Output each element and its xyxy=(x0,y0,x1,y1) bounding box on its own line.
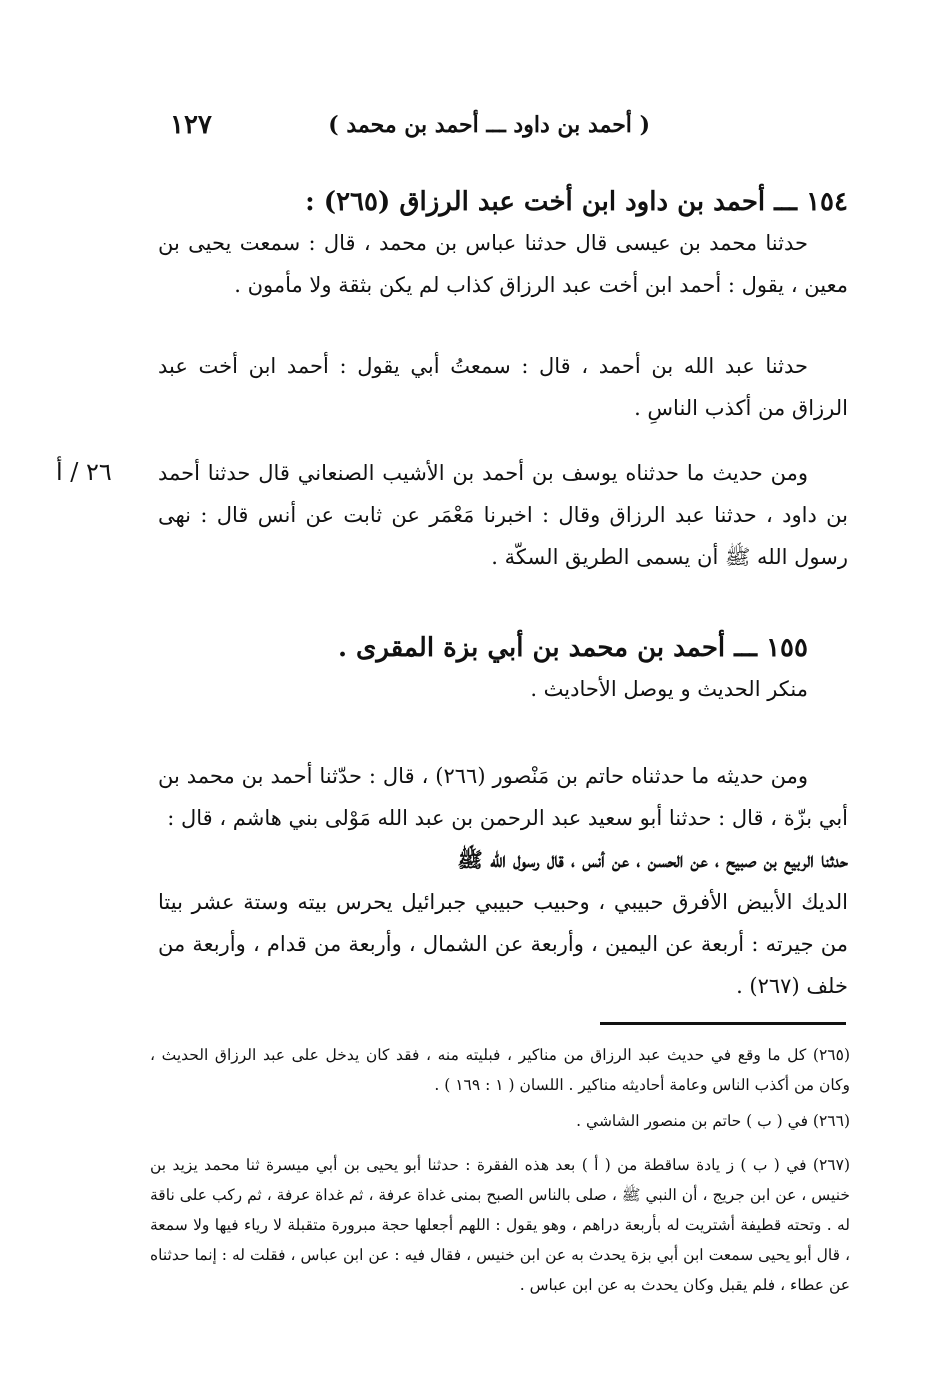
entry-heading: ١٥٥ ـــ أحمد بن محمد بن أبي بزة المقرى . xyxy=(337,633,808,663)
entry-paragraph: ومن حديث ما حدثناه يوسف بن أحمد بن الأشيب الصنعاني قال حدثنا أحمد بن داود ، حدثنا عبد الرزاق وقال : اخبرنا مَعْمَر عن ثابت عن أنس قال : نهى رسول الله ﷺ أن يسمى الطريق السكّة . xyxy=(158,461,848,569)
entry-paragraph: حدثنا عبد الله بن أحمد ، قال : سمعتُ أبي يقول : أحمد ابن أخت عبد الرزاق من أكذب الناسِ . xyxy=(158,354,848,420)
footnote-266: (٢٦٦) في ( ب ) حاتم بن منصور الشاشي . xyxy=(576,1112,850,1130)
entry-155 xyxy=(158,628,848,710)
entry-paragraph: ومن حديثه ما حدثناه حاتم بن مَنْصور (٢٦٦) ، قال : حدّثنا أحمد بن محمد بن أبي بزّة ، قال : حدثنا أبو سعيد عبد الرحمن بن عبد الله مَوْلى بني هاشم ، قال : xyxy=(158,764,848,830)
footnote-267: (٢٦٧) في ( ب ) ز يادة ساقطة من ( أ ) بعد هذه الفقرة : حدثنا أبو يحيى بن أبي ميسرة ثنا محمد يزيد بن خنيس ، عن ابن جريج ، أن النبي ﷺ ، صلى بالناس الصبح بمنى غداة عرفة ، ثم غداة عرفة ، ثم ركب على ناقة له . وتحته قطيفة أشتريت له بأربعة دراهم ، وهو يقول : اللهم أجعلها حجة مبرورة متقبلة لا رياء فيها ولا سمعة ، قال أبو يحيى سمعت ابن أبي بزة يحدث به عن ابن خنيس ، فقال فيه : عن ابن عباس ، فقلت له : إنما حدثناه عن عطاء ، فلم يقبل وكان يحدث به عن ابن عباس . xyxy=(150,1156,850,1294)
footnotes xyxy=(150,1040,850,1306)
footnote-divider xyxy=(600,1022,846,1025)
entry-paragraph-matn: الديك الأبيض الأفرق حبيبي ، وحبيب حبيبي جبرائيل يحرس بيته وستة عشر بيتا من جيرته : أربعة عن اليمين ، وأربعة عن الشمال ، وأربعة من قدام ، وأربعة من خلف (٢٦٧) . xyxy=(158,890,848,998)
footnote-265: (٢٦٥) كل ما وقع في حديث عبد الرزاق من مناكير ، فبليته منه ، فقد كان يدخل على عبد الرزاق الحديث ، وكان من أكذب الناس وعامة أحاديثه مناكير . اللسان ( ١ : ١٦٩ ) . xyxy=(150,1046,850,1094)
page-number: ١٢٧ xyxy=(170,110,212,140)
entry-heading: ١٥٤ ـــ أحمد بن داود ابن أخت عبد الرزاق (٢٦٥) : xyxy=(305,187,848,217)
entry-154-paragraph-3 xyxy=(158,452,848,578)
entry-155-hadith xyxy=(158,755,848,1007)
page-header xyxy=(150,108,850,148)
entry-paragraph-isnad: حدثنا الربيع بن صبيح ، عن الحسن ، عن أنس ، قال رسول الله ﷺ xyxy=(457,847,848,872)
entry-paragraph: حدثنا محمد بن عيسى قال حدثنا عباس بن محمد ، قال : سمعت يحيى بن معين ، يقول : أحمد ابن أخت عبد الرزاق كذاب لم يكن بثقة ولا مأمون . xyxy=(158,231,848,297)
entry-154-paragraph-2 xyxy=(158,345,848,429)
manuscript-folio-note: ٢٦ / أ xyxy=(56,458,112,486)
entry-154 xyxy=(158,182,848,306)
running-title: ( أحمد بن داود ـــ أحمد بن محمد ) xyxy=(328,112,650,138)
entry-paragraph: منكر الحديث و يوصل الأحاديث . xyxy=(530,677,808,701)
